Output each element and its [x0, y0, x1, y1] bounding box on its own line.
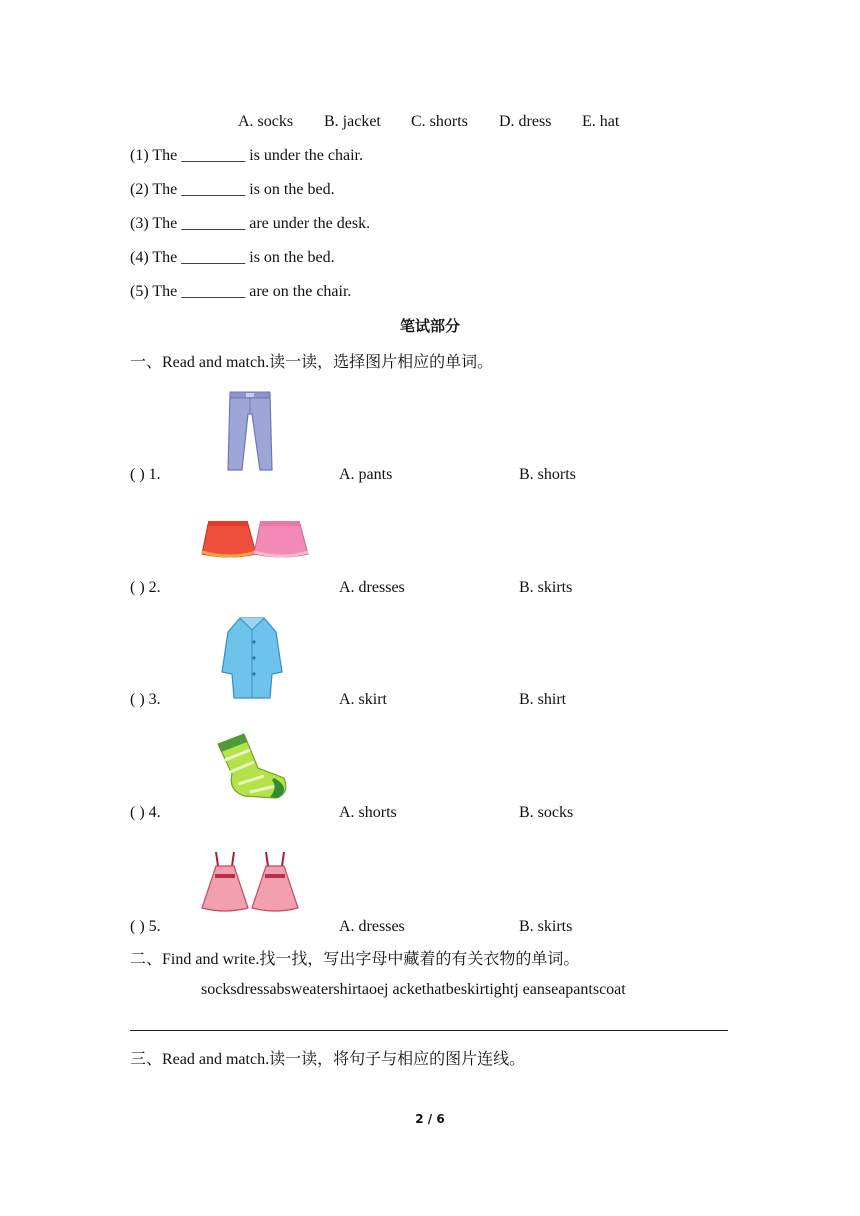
shirt-icon	[220, 612, 284, 702]
letter-puzzle: socksdressabsweatershirtaoej ackethatbeskirtightj eanseapantscoat	[201, 981, 626, 998]
pants-icon	[222, 390, 278, 474]
section3-heading: 三、Read and match.读一读，将句子与相应的图片连线。	[130, 1051, 526, 1068]
answer-line	[130, 1030, 728, 1031]
item-4-option-b: B. socks	[519, 804, 574, 821]
item-1-option-b: B. shorts	[519, 466, 576, 483]
listening-item-4: (4) The ________ is on the bed.	[130, 249, 335, 266]
section1-heading: 一、Read and match.读一读，选择图片相应的单词。	[130, 354, 494, 371]
item-3-number: ( ) 3.	[130, 691, 161, 708]
item-1-number: ( ) 1.	[130, 466, 161, 483]
item-2-option-a: A. dresses	[339, 579, 405, 596]
item-3-option-a: A. skirt	[339, 691, 387, 708]
item-2-option-b: B. skirts	[519, 579, 573, 596]
item-5-option-b: B. skirts	[519, 918, 573, 935]
word-bank-option-e: E. hat	[582, 113, 620, 130]
item-5-option-a: A. dresses	[339, 918, 405, 935]
item-1-option-a: A. pants	[339, 466, 393, 483]
item-4-number: ( ) 4.	[130, 804, 161, 821]
section2-heading: 二、Find and write.找一找，写出字母中藏着的有关衣物的单词。	[130, 951, 580, 968]
page-number: 2 / 6	[415, 1112, 445, 1126]
sock-icon	[214, 730, 290, 802]
word-bank-option-a: A. socks	[238, 113, 294, 130]
listening-item-5: (5) The ________ are on the chair.	[130, 283, 352, 300]
item-3-option-b: B. shirt	[519, 691, 567, 708]
item-5-number: ( ) 5.	[130, 918, 161, 935]
dresses-icon	[200, 850, 300, 914]
skirts-icon	[200, 518, 310, 560]
listening-item-2: (2) The ________ is on the bed.	[130, 181, 335, 198]
item-2-number: ( ) 2.	[130, 579, 161, 596]
listening-item-3: (3) The ________ are under the desk.	[130, 215, 371, 232]
item-4-option-a: A. shorts	[339, 804, 397, 821]
word-bank-option-d: D. dress	[499, 113, 552, 130]
word-bank-option-b: B. jacket	[324, 113, 381, 130]
written-part-title: 笔试部分	[399, 317, 460, 335]
listening-item-1: (1) The ________ is under the chair.	[130, 147, 363, 164]
word-bank-option-c: C. shorts	[411, 113, 468, 130]
